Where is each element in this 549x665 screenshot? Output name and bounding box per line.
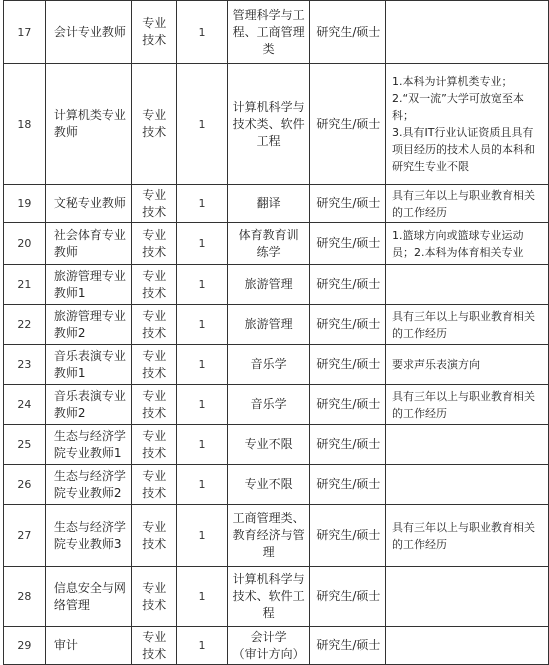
cell-line: 生态与经济学 [53, 519, 126, 534]
other-requirements [385, 627, 548, 665]
cell-line: 程 [262, 606, 275, 620]
cell-line: 研究生专业不限 [391, 160, 469, 173]
table-row [4, 223, 549, 265]
row-number [4, 425, 46, 465]
cell-line: 专业 [142, 629, 167, 644]
cell-line: 络管理 [53, 597, 90, 612]
row-number [4, 1, 46, 64]
cell-line: 音乐学 [250, 357, 287, 371]
cell-line: 计算机类专业 [53, 108, 126, 122]
position-name [45, 627, 131, 665]
headcount [177, 265, 228, 305]
major-requirement [227, 505, 310, 567]
cell-line: 音乐表演专业 [53, 388, 126, 403]
table-row [4, 567, 549, 627]
cell-line: 技术 [142, 204, 167, 219]
headcount [177, 345, 228, 385]
row-number [4, 385, 46, 425]
cell-line: 技术 [142, 445, 167, 460]
headcount [177, 305, 228, 345]
education-requirement [310, 385, 386, 425]
cell-line: 的工作经历 [391, 205, 447, 219]
cell-line: 旅游管理专业 [53, 268, 126, 283]
cell-line: 信息安全与网 [53, 580, 126, 595]
cell-line: 2.“双一流”大学可放宽至本 [391, 92, 524, 105]
row-number [4, 627, 46, 665]
other-requirements [385, 185, 548, 223]
major-requirement [227, 64, 310, 185]
position-name [45, 505, 131, 567]
position-name [45, 465, 131, 505]
row-number [4, 64, 46, 185]
row-number [4, 567, 46, 627]
cell-line: 教师1 [53, 285, 86, 300]
cell-line: 专业 [142, 580, 167, 595]
cell-line: 1 [198, 590, 206, 603]
cell-line: 教师1 [53, 365, 86, 380]
position-type [132, 305, 177, 345]
cell-line: 1 [198, 318, 206, 331]
education-requirement [310, 265, 386, 305]
row-number [4, 185, 46, 223]
cell-line: 的工作经历 [391, 326, 447, 340]
major-requirement [227, 265, 310, 305]
position-name [45, 1, 131, 64]
major-requirement [227, 185, 310, 223]
cell-line: 1 [198, 639, 206, 652]
cell-line: 程、工商管理 [232, 24, 305, 39]
position-name [45, 223, 131, 265]
recruitment-table [3, 0, 549, 665]
table-row [4, 465, 549, 505]
cell-line: 教师 [53, 125, 78, 139]
cell-line: 计算机科学与 [232, 572, 305, 586]
cell-line: 科； [391, 109, 414, 122]
position-name [45, 425, 131, 465]
cell-line: 研究生/硕士 [316, 277, 381, 291]
education-requirement [310, 567, 386, 627]
cell-line: 专业 [142, 348, 167, 363]
major-requirement [227, 465, 310, 505]
cell-line: 1.篮球方向或篮球专业运动 [391, 228, 524, 242]
cell-line: 的工作经历 [391, 406, 447, 420]
education-requirement [310, 627, 386, 665]
cell-line: 研究生/硕士 [316, 196, 381, 210]
cell-line: 教育经济与管 [232, 528, 305, 542]
row-number [4, 465, 46, 505]
cell-line: 工商管理类、 [232, 511, 305, 525]
cell-line: 会计专业教师 [53, 24, 126, 39]
headcount [177, 223, 228, 265]
cell-line: 专业 [142, 227, 167, 242]
cell-line: 28 [17, 590, 32, 603]
cell-line: 技术 [142, 485, 167, 500]
cell-line: 1 [198, 237, 206, 250]
cell-line: 的工作经历 [391, 537, 447, 551]
cell-line: 专业 [142, 428, 167, 443]
cell-line: 院专业教师3 [53, 536, 122, 551]
position-name [45, 185, 131, 223]
table-row [4, 265, 549, 305]
cell-line: 21 [17, 278, 32, 291]
cell-line: 技术 [142, 597, 167, 612]
cell-line: 1 [198, 398, 206, 411]
cell-line: 24 [17, 398, 32, 411]
education-requirement [310, 345, 386, 385]
cell-line: 3.具有IT行业认证资质且具有 [391, 126, 534, 139]
position-name [45, 265, 131, 305]
cell-line: 社会体育专业 [53, 227, 126, 242]
cell-line: 研究生/硕士 [316, 317, 381, 331]
cell-line: 1 [198, 117, 206, 131]
table-row [4, 505, 549, 567]
position-type [132, 465, 177, 505]
cell-line: 23 [17, 358, 32, 371]
headcount [177, 185, 228, 223]
cell-line: 技术 [142, 125, 167, 139]
cell-line: 审计 [53, 638, 78, 652]
cell-line: 管理科学与工 [232, 7, 305, 22]
cell-line: 教师2 [53, 405, 86, 420]
cell-line: 研究生/硕士 [316, 116, 381, 131]
row-number [4, 223, 46, 265]
cell-line: 生态与经济学 [53, 428, 126, 443]
cell-line: 生态与经济学 [53, 468, 126, 483]
cell-line: 要求声乐表演方向 [391, 358, 480, 371]
cell-line: 院专业教师2 [53, 485, 122, 500]
position-type [132, 385, 177, 425]
major-requirement [227, 223, 310, 265]
cell-line: 体育教育训 [238, 227, 299, 242]
headcount [177, 385, 228, 425]
cell-line: 练学 [256, 244, 281, 259]
position-type [132, 185, 177, 223]
cell-line: 17 [17, 25, 32, 39]
cell-line: 技术 [142, 365, 167, 380]
cell-line: 专业 [142, 187, 167, 202]
cell-line: 22 [17, 318, 32, 331]
cell-line: 专业不限 [244, 437, 293, 451]
position-name [45, 385, 131, 425]
education-requirement [310, 223, 386, 265]
position-name [45, 567, 131, 627]
table-row [4, 385, 549, 425]
cell-line: 音乐学 [250, 397, 287, 411]
row-number [4, 345, 46, 385]
table-row [4, 1, 549, 64]
cell-line: 29 [17, 639, 32, 652]
cell-line: 文秘专业教师 [53, 196, 126, 210]
cell-line: 1 [198, 358, 206, 371]
other-requirements [385, 1, 548, 64]
cell-line: 专业 [142, 388, 167, 403]
education-requirement [310, 505, 386, 567]
headcount [177, 465, 228, 505]
table-row [4, 185, 549, 223]
cell-line: 技术 [142, 536, 167, 551]
cell-line: 教师 [53, 244, 78, 259]
cell-line: 技术 [142, 244, 167, 259]
headcount [177, 567, 228, 627]
cell-line: 技术 [142, 33, 167, 47]
table-row [4, 64, 549, 185]
cell-line: 专业 [142, 468, 167, 483]
major-requirement [227, 627, 310, 665]
cell-line: 理 [262, 545, 275, 559]
table-row [4, 345, 549, 385]
headcount [177, 425, 228, 465]
cell-line: 研究生/硕士 [316, 236, 381, 250]
headcount [177, 64, 228, 185]
cell-line: 音乐表演专业 [53, 348, 126, 363]
cell-line: 1 [198, 438, 206, 451]
education-requirement [310, 185, 386, 223]
cell-line: 研究生/硕士 [316, 589, 381, 603]
position-type [132, 425, 177, 465]
cell-line: 研究生/硕士 [316, 437, 381, 451]
position-name [45, 305, 131, 345]
cell-line: 技术、软件工 [232, 589, 305, 603]
other-requirements [385, 385, 548, 425]
education-requirement [310, 305, 386, 345]
cell-line: 技术 [142, 405, 167, 420]
cell-line: 工程 [256, 133, 281, 148]
cell-line: 技术 [142, 646, 167, 661]
cell-line: 会计学 [250, 629, 287, 644]
cell-line: 技术 [142, 325, 167, 340]
cell-line: 19 [17, 197, 32, 210]
cell-line: 项目经历的技术人员的本科和 [391, 143, 535, 156]
position-type [132, 627, 177, 665]
table-row [4, 425, 549, 465]
cell-line: 旅游管理 [244, 277, 293, 291]
cell-line: 教师2 [53, 325, 86, 340]
row-number [4, 305, 46, 345]
row-number [4, 505, 46, 567]
other-requirements [385, 345, 548, 385]
education-requirement [310, 1, 386, 64]
position-type [132, 345, 177, 385]
cell-line: 专业 [142, 308, 167, 323]
cell-line: 1.本科为计算机类专业； [391, 75, 513, 88]
major-requirement [227, 425, 310, 465]
position-type [132, 1, 177, 64]
cell-line: 1 [198, 529, 206, 542]
cell-line: 具有三年以上与职业教育相关 [391, 389, 535, 403]
headcount [177, 505, 228, 567]
cell-line: 旅游管理 [244, 317, 293, 331]
table-row [4, 305, 549, 345]
cell-line: 具有三年以上与职业教育相关 [391, 188, 535, 202]
table-row [4, 627, 549, 665]
major-requirement [227, 345, 310, 385]
major-requirement [227, 385, 310, 425]
position-type [132, 567, 177, 627]
other-requirements [385, 505, 548, 567]
cell-line: 专业 [142, 519, 167, 534]
cell-line: 1 [198, 278, 206, 291]
cell-line: 具有三年以上与职业教育相关 [391, 520, 535, 534]
cell-line: （审计方向） [232, 646, 305, 661]
other-requirements [385, 567, 548, 627]
cell-line: 1 [198, 478, 206, 491]
other-requirements [385, 265, 548, 305]
cell-line: 1 [198, 25, 206, 39]
cell-line: 翻译 [256, 196, 281, 210]
cell-line: 27 [17, 529, 32, 542]
education-requirement [310, 465, 386, 505]
cell-line: 20 [17, 237, 32, 250]
major-requirement [227, 567, 310, 627]
cell-line: 研究生/硕士 [316, 357, 381, 371]
other-requirements [385, 305, 548, 345]
headcount [177, 1, 228, 64]
cell-line: 旅游管理专业 [53, 308, 126, 323]
major-requirement [227, 305, 310, 345]
cell-line: 研究生/硕士 [316, 477, 381, 491]
cell-line: 技术类、软件 [232, 116, 305, 131]
headcount [177, 627, 228, 665]
cell-line: 专业 [142, 16, 167, 30]
position-type [132, 64, 177, 185]
cell-line: 技术 [142, 285, 167, 300]
cell-line: 研究生/硕士 [316, 24, 381, 39]
cell-line: 1 [198, 197, 206, 210]
education-requirement [310, 425, 386, 465]
cell-line: 具有三年以上与职业教育相关 [391, 309, 535, 323]
cell-line: 研究生/硕士 [316, 528, 381, 542]
cell-line: 专业 [142, 108, 167, 122]
position-name [45, 64, 131, 185]
cell-line: 研究生/硕士 [316, 638, 381, 652]
position-type [132, 223, 177, 265]
other-requirements [385, 465, 548, 505]
cell-line: 计算机科学与 [232, 99, 305, 114]
row-number [4, 265, 46, 305]
cell-line: 18 [17, 117, 32, 131]
position-type [132, 505, 177, 567]
cell-line: 25 [17, 438, 32, 451]
education-requirement [310, 64, 386, 185]
cell-line: 类 [262, 41, 275, 56]
cell-line: 26 [17, 478, 32, 491]
other-requirements [385, 425, 548, 465]
position-type [132, 265, 177, 305]
cell-line: 专业不限 [244, 477, 293, 491]
cell-line: 专业 [142, 268, 167, 283]
major-requirement [227, 1, 310, 64]
other-requirements [385, 64, 548, 185]
cell-line: 院专业教师1 [53, 445, 122, 460]
position-name [45, 345, 131, 385]
cell-line: 员；2.本科为体育相关专业 [391, 245, 524, 259]
other-requirements [385, 223, 548, 265]
cell-line: 研究生/硕士 [316, 397, 381, 411]
